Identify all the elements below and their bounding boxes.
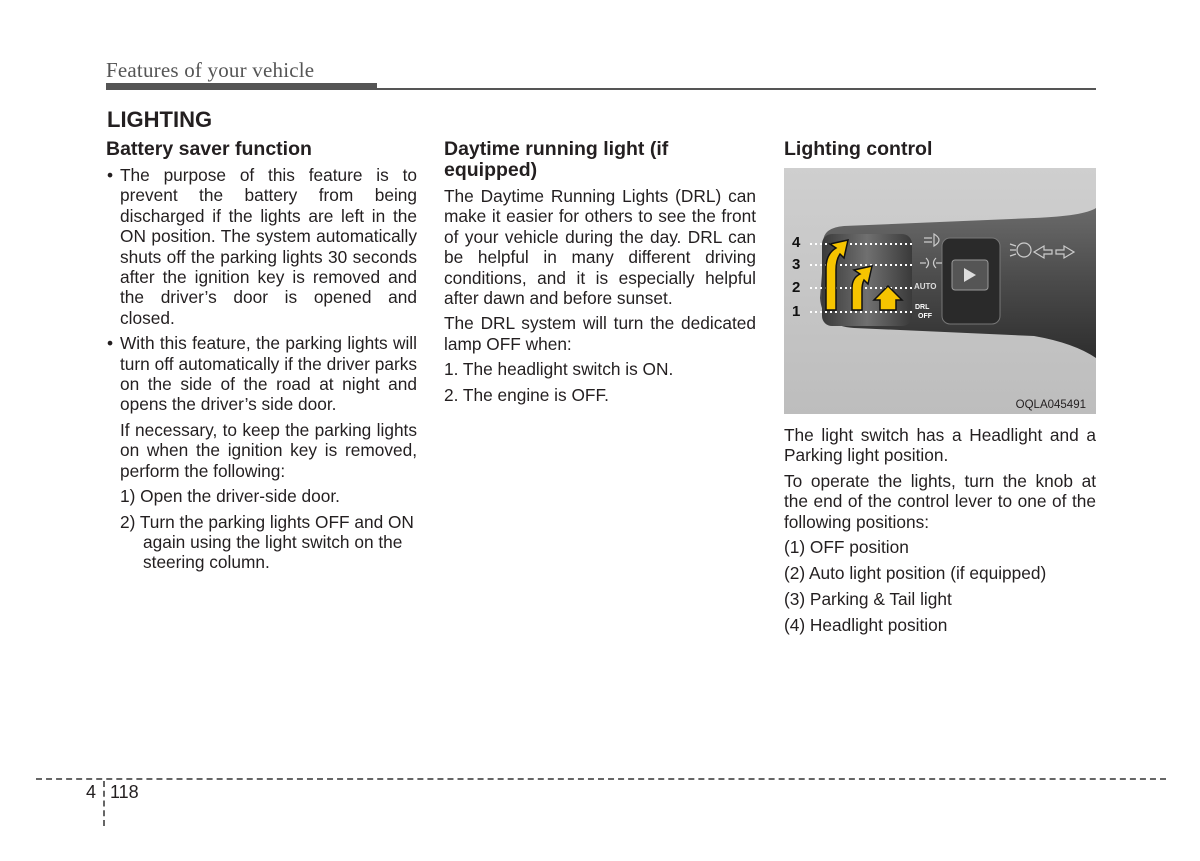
auto-label: AUTO bbox=[914, 282, 937, 291]
footer-rule bbox=[36, 778, 1166, 780]
section-title: LIGHTING bbox=[107, 107, 213, 132]
position-label-1: 1 bbox=[792, 303, 801, 320]
page-number: 118 bbox=[110, 782, 139, 802]
drl-item: 1. The headlight switch is ON. bbox=[444, 359, 674, 380]
list-item bbox=[106, 333, 417, 415]
step-item: 2) Turn the parking lights OFF and ON again using the light switch on the steering column. bbox=[120, 511, 414, 573]
drl-column bbox=[444, 139, 756, 410]
drl-item: 2. The engine is OFF. bbox=[444, 384, 609, 405]
chapter-number: 4 bbox=[86, 782, 97, 802]
header-title: Features of your vehicle bbox=[106, 58, 315, 82]
position-item: (4) Headlight position bbox=[784, 614, 948, 635]
drl-paragraph-1: The Daytime Running Lights (DRL) can make it easier for others to see the front of your vehicle during the day. DRL can be helpful in many different driving conditions, and it is especially helpful after dawn and before sunset. bbox=[444, 186, 756, 309]
position-label-4: 4 bbox=[792, 234, 801, 251]
position-label-3: 3 bbox=[792, 256, 801, 273]
battery-saver-note: If necessary, to keep the parking lights on when the ignition key is removed, perform the following: bbox=[120, 419, 417, 481]
off-label: OFF bbox=[918, 313, 932, 320]
position-item: (2) Auto light position (if equipped) bbox=[784, 562, 1047, 583]
position-item: (3) Parking & Tail light bbox=[784, 588, 952, 609]
bullet-text: The purpose of this feature is to prevent the battery from being discharged if the lights are left in the ON position. The system automatically shuts off the parking lights 30 seconds after the ignition key is removed and the driver’s door is opened and closed. bbox=[120, 165, 417, 328]
lighting-control-column bbox=[784, 139, 1096, 641]
light-switch-figure bbox=[784, 168, 1096, 414]
bullet-icon: • bbox=[107, 165, 114, 185]
battery-saver-column bbox=[106, 139, 417, 578]
drl-heading: Daytime running light (if equipped) bbox=[444, 138, 669, 181]
light-switch-illustration bbox=[784, 168, 1096, 414]
drl-paragraph-2: The DRL system will turn the dedicated lamp OFF when: bbox=[444, 313, 756, 354]
bullet-icon: • bbox=[107, 333, 114, 354]
position-label-2: 2 bbox=[792, 279, 801, 296]
header-rule-thin bbox=[106, 88, 1096, 90]
battery-saver-heading: Battery saver function bbox=[106, 138, 312, 160]
list-item bbox=[106, 165, 417, 328]
lighting-control-paragraph-1: The light switch has a Headlight and a Parking light position. bbox=[784, 425, 1096, 466]
footer-divider bbox=[103, 781, 105, 826]
lighting-control-heading: Lighting control bbox=[784, 138, 933, 160]
drl-label: DRL bbox=[915, 304, 930, 311]
lighting-control-paragraph-2: To operate the lights, turn the knob at the end of the control lever to one of the following positions: bbox=[784, 470, 1096, 532]
bullet-text: With this feature, the parking lights will turn off automatically if the driver parks on the side of the road at night and opens the driver’s side door. bbox=[120, 333, 417, 415]
step-item: 1) Open the driver-side door. bbox=[120, 486, 340, 507]
position-item: (1) OFF position bbox=[784, 537, 909, 558]
figure-code: OQLA045491 bbox=[1015, 399, 1086, 411]
